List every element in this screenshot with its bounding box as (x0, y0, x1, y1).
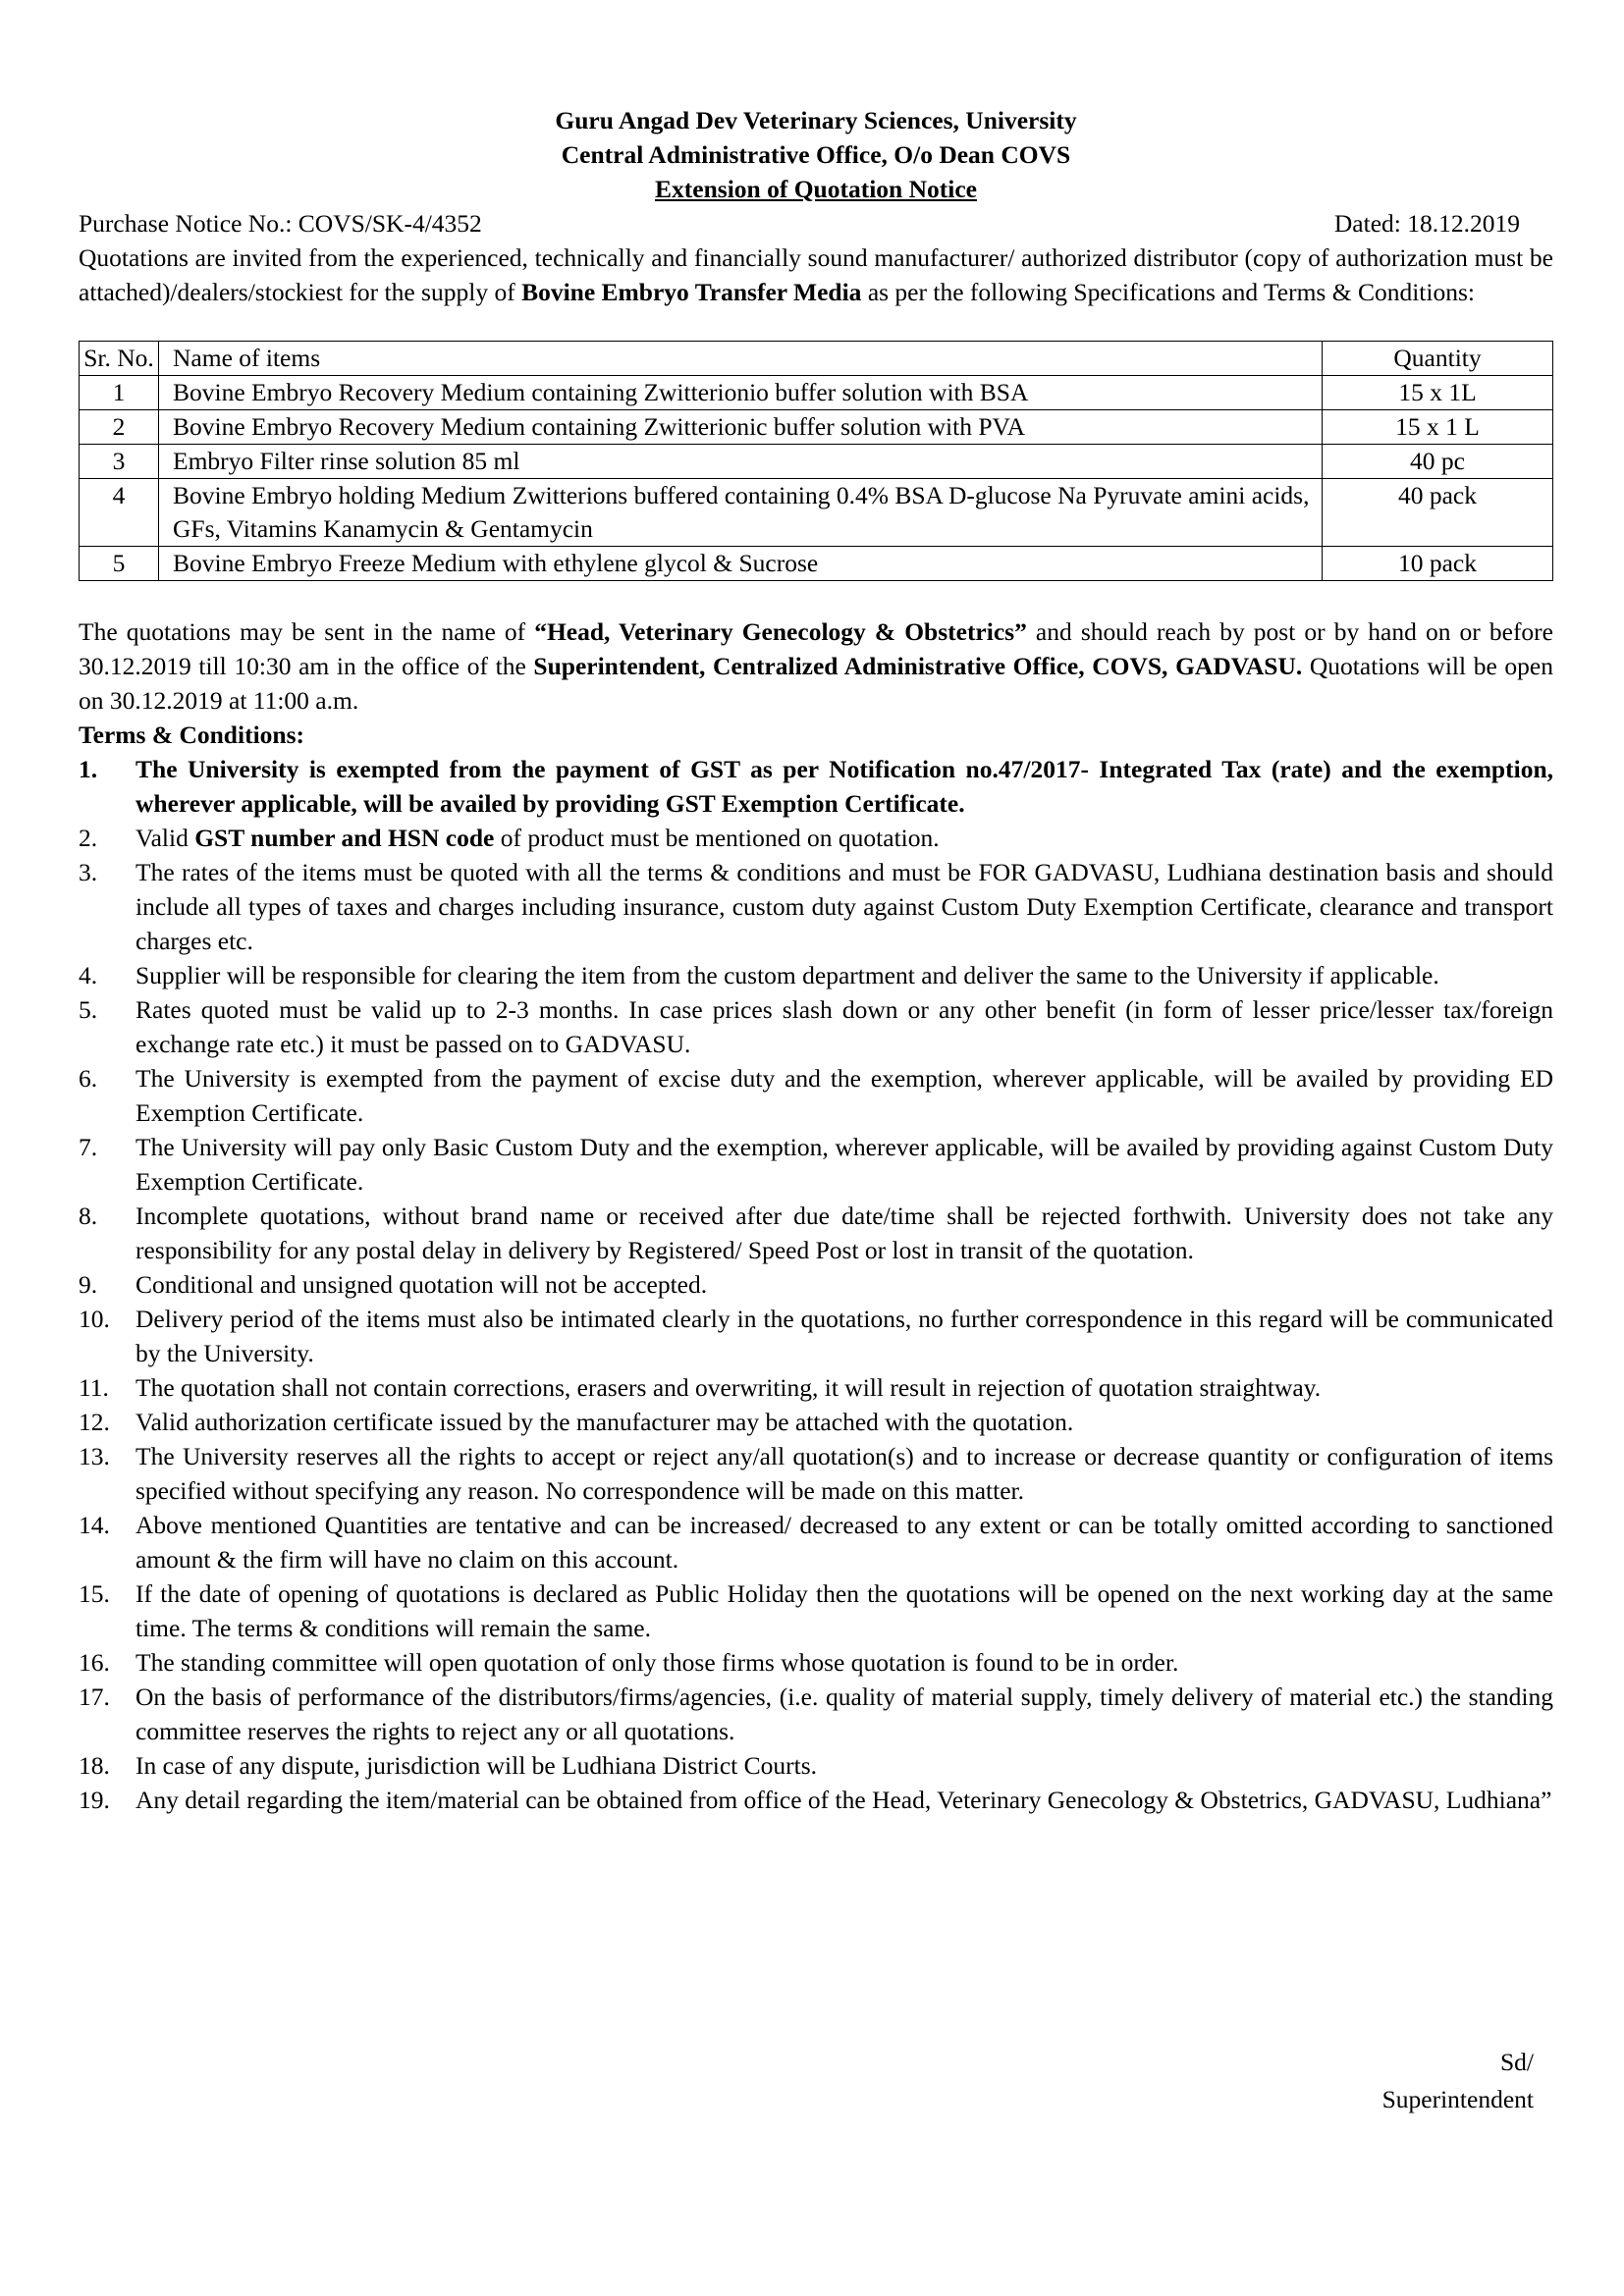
items-table (79, 341, 1553, 581)
term-number: 3. (79, 858, 98, 886)
office-name: Central Administrative Office, O/o Dean COVS (561, 140, 1071, 169)
row-quantity: 40 pack (1323, 479, 1553, 547)
notice-date: Dated: 18.12.2019 (1333, 209, 1520, 238)
list-item (79, 752, 1553, 821)
terms-heading: Terms & Conditions: (79, 721, 304, 749)
term-text: The quotation shall not contain corrections, erasers and overwriting, it will result in rejection of quotation straightway. (135, 1373, 1322, 1402)
term-text-post: of product must be mentioned on quotation. (494, 824, 940, 852)
list-item (79, 1267, 1553, 1302)
term-number: 2. (79, 824, 98, 852)
term-text: Above mentioned Quantities are tentative and can be increased/ decreased to any extent or can be totally omitted according to sanctioned amount & the firm will have no claim on this account. (135, 1511, 1553, 1574)
term-text: Conditional and unsigned quotation will not be accepted. (135, 1270, 708, 1299)
row-quantity: 15 x 1 L (1323, 410, 1553, 445)
term-text: The rates of the items must be quoted with all the terms & conditions and must be FOR GADVASU, Ludhiana destination basis and should include all types of taxes and charges including insurance, custom duty against Custom Duty Exemption Certificate, clearance and transport charges etc. (135, 858, 1553, 955)
table-row (80, 376, 1553, 410)
row-sr: 4 (80, 479, 159, 547)
term-number: 14. (79, 1511, 110, 1539)
table-row (80, 479, 1553, 547)
list-item (79, 1439, 1553, 1508)
term-text: The University will pay only Basic Custom Duty and the exemption, wherever applicable, will be availed by providing against Custom Duty Exemption Certificate. (135, 1133, 1553, 1196)
signature-block (1382, 2044, 1534, 2118)
row-sr: 2 (80, 410, 159, 445)
list-item (79, 1302, 1553, 1370)
list-item (79, 1130, 1553, 1199)
row-item-name: Bovine Embryo Recovery Medium containing Zwitterionic buffer solution with PVA (159, 410, 1323, 445)
term-number: 8. (79, 1201, 98, 1230)
submission-text-3: Quotations will be open on 30.12.2019 at 11:00 a.m. (79, 652, 1553, 715)
intro-text-1: Quotations are invited from the experienced, technically and financially sound manufacturer/ authorized distributor (copy of authorization must be attached)/dealers/stockiest for the supply of (79, 243, 1553, 306)
row-item-name: Embryo Filter rinse solution 85 ml (159, 445, 1323, 479)
term-number: 13. (79, 1442, 110, 1470)
signature-sd: Sd/ (1499, 2048, 1534, 2076)
header-sr-no: Sr. No. (80, 342, 159, 376)
table-header-row (80, 342, 1553, 376)
term-number: 7. (79, 1133, 98, 1161)
submission-text-1: The quotations may be sent in the name of (79, 617, 535, 646)
term-number: 1. (79, 755, 98, 783)
term-number: 19. (79, 1786, 110, 1814)
intro-text-2: as per the following Specifications and Terms & Conditions: (861, 278, 1475, 306)
term-number: 10. (79, 1305, 110, 1333)
table-row (80, 445, 1553, 479)
list-item (79, 1508, 1553, 1576)
list-item (79, 821, 1553, 855)
table-row (80, 547, 1553, 581)
row-quantity: 15 x 1L (1323, 376, 1553, 410)
term-text-pre: Valid (135, 824, 195, 852)
list-item (79, 1783, 1553, 1817)
header-quantity: Quantity (1323, 342, 1553, 376)
term-text (135, 821, 1553, 855)
row-quantity: 10 pack (1323, 547, 1553, 581)
submission-paragraph (79, 614, 1553, 718)
notice-title: Extension of Quotation Notice (655, 175, 977, 203)
signature-title: Superintendent (1381, 2085, 1534, 2113)
list-item (79, 1405, 1553, 1439)
list-item (79, 958, 1553, 992)
term-number: 6. (79, 1064, 98, 1093)
term-text: The standing committee will open quotation of only those firms whose quotation is found to be in order. (135, 1648, 1179, 1677)
term-text: In case of any dispute, jurisdiction will be Ludhiana District Courts. (135, 1751, 818, 1780)
university-name: Guru Angad Dev Veterinary Sciences, University (555, 106, 1077, 134)
term-number: 16. (79, 1648, 110, 1677)
term-text: The University is exempted from the payment of GST as per Notification no.47/2017- Integrated Tax (rate) and the exemption, wherever applicable, will be availed by providing GST Exemption Certificate. (135, 755, 1553, 818)
row-quantity: 40 pc (1323, 445, 1553, 479)
term-number: 9. (79, 1270, 98, 1299)
terms-list (79, 752, 1553, 1817)
page-title (79, 172, 1553, 206)
submission-office: Superintendent, Centralized Administrative Office, COVS, GADVASU. (533, 652, 1303, 680)
list-item (79, 1645, 1553, 1680)
notice-document (79, 103, 1553, 1817)
term-number: 11. (79, 1373, 109, 1402)
row-item-name: Bovine Embryo Freeze Medium with ethylene glycol & Sucrose (159, 547, 1323, 581)
term-number: 15. (79, 1579, 110, 1608)
list-item (79, 1748, 1553, 1783)
row-sr: 1 (80, 376, 159, 410)
term-text: Supplier will be responsible for clearing the item from the custom department and deliver the same to the University if applicable. (135, 961, 1439, 989)
intro-bold-item: Bovine Embryo Transfer Media (521, 278, 862, 306)
notice-number: Purchase Notice No.: COVS/SK-4/4352 (79, 209, 482, 238)
list-item (79, 1680, 1553, 1748)
term-text: If the date of opening of quotations is declared as Public Holiday then the quotations will be opened on the next working day at the same time. The terms & conditions will remain the same. (135, 1579, 1553, 1642)
list-item (79, 992, 1553, 1061)
intro-paragraph (79, 240, 1553, 309)
term-text: Rates quoted must be valid up to 2-3 months. In case prices slash down or any other benefit (in form of lesser price/lesser tax/foreign exchange rate etc.) it must be passed on to GADVASU. (135, 995, 1553, 1058)
row-sr: 5 (80, 547, 159, 581)
header-item-name: Name of items (159, 342, 1323, 376)
term-text: Incomplete quotations, without brand name or received after due date/time shall be rejected forthwith. University does not take any responsibility for any postal delay in delivery by Registered/ Speed Post or lost in transit of the quotation. (135, 1201, 1553, 1264)
submission-text-2: and should reach by post or by hand on or before 30.12.2019 till 10:30 am in the office of the (79, 617, 1553, 680)
term-text: On the basis of performance of the distributors/firms/agencies, (i.e. quality of material supply, timely delivery of material etc.) the standing committee reserves the rights to reject any or all quotations. (135, 1682, 1553, 1745)
term-text-bold: GST number and HSN code (194, 824, 495, 852)
term-text: The University is exempted from the payment of excise duty and the exemption, wherever applicable, will be availed by providing ED Exemption Certificate. (135, 1064, 1553, 1127)
table-row (80, 410, 1553, 445)
term-text: Any detail regarding the item/material can be obtained from office of the Head, Veterinary Genecology & Obstetrics, GADVASU, Ludhiana” (135, 1786, 1552, 1814)
term-text: Valid authorization certificate issued by the manufacturer may be attached with the quotation. (135, 1408, 1074, 1436)
list-item (79, 1576, 1553, 1645)
list-item (79, 1370, 1553, 1405)
term-number: 18. (79, 1751, 110, 1780)
term-number: 5. (79, 995, 98, 1024)
notice-info-row (79, 206, 1553, 240)
row-item-name: Bovine Embryo Recovery Medium containing Zwitterionio buffer solution with BSA (159, 376, 1323, 410)
term-text: Delivery period of the items must also be intimated clearly in the quotations, no further correspondence in this regard will be communicated by the University. (135, 1305, 1553, 1367)
submission-addressee: “Head, Veterinary Genecology & Obstetrics” (534, 617, 1027, 646)
term-text: The University reserves all the rights to accept or reject any/all quotation(s) and to increase or decrease quantity or configuration of items specified without specifying any reason. No correspondence will be made on this matter. (135, 1442, 1553, 1505)
row-item-name: Bovine Embryo holding Medium Zwitterions buffered containing 0.4% BSA D-glucose Na Pyruvate amini acids, GFs, Vitamins Kanamycin & Gentamycin (159, 479, 1323, 547)
list-item (79, 855, 1553, 958)
term-number: 4. (79, 961, 98, 989)
term-number: 12. (79, 1408, 110, 1436)
list-item (79, 1061, 1553, 1130)
list-item (79, 1199, 1553, 1267)
row-sr: 3 (80, 445, 159, 479)
term-number: 17. (79, 1682, 110, 1711)
